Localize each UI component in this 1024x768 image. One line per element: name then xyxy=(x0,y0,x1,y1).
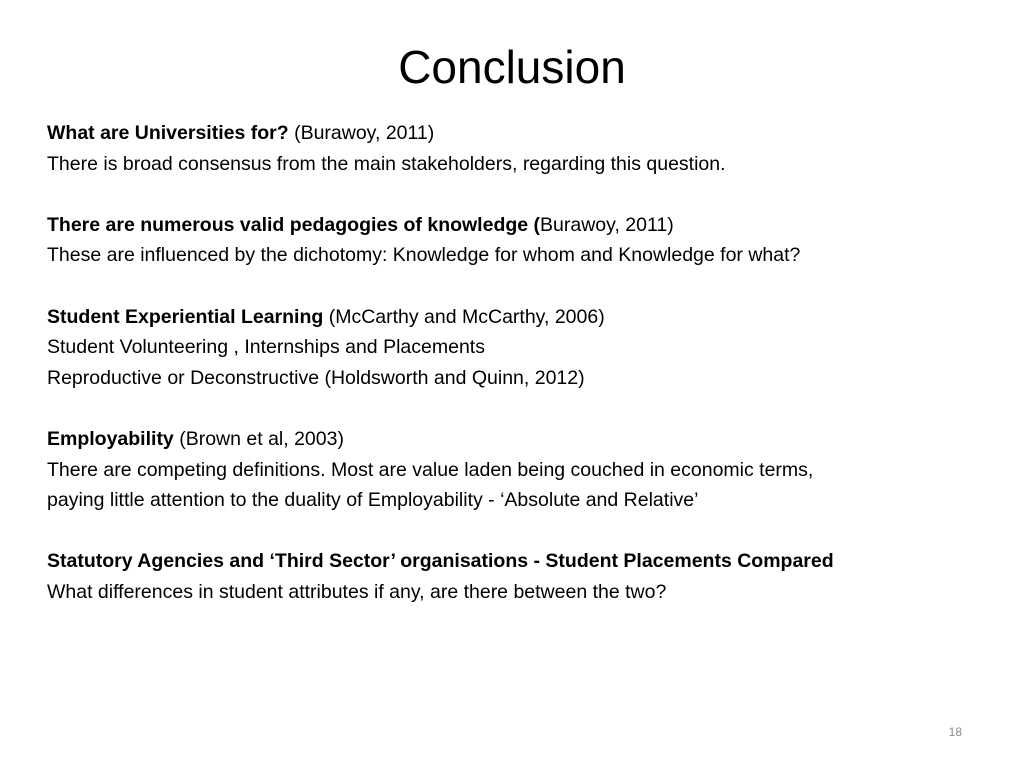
section-text-line: These are influenced by the dichotomy: Knowledge for whom and Knowledge for what? xyxy=(47,244,801,267)
heading-bold: There are numerous valid pedagogies of knowledge ( xyxy=(47,213,541,236)
section-experiential-learning xyxy=(47,302,1007,394)
heading-bold: Student Experiential Learning xyxy=(47,305,324,328)
heading-citation: Burawoy, 2011) xyxy=(540,213,674,236)
section-text-line: What differences in student attributes if any, are there between the two? xyxy=(47,580,667,603)
slide-body xyxy=(47,118,1007,638)
page-number: 18 xyxy=(948,725,962,739)
slide-title: Conclusion xyxy=(398,41,626,93)
heading-citation: (Brown et al, 2003) xyxy=(173,427,344,450)
heading-bold: What are Universities for? xyxy=(47,122,289,144)
section-heading xyxy=(47,210,1007,241)
section-text-line: Student Volunteering , Internships and Placements xyxy=(47,336,485,359)
section-universities xyxy=(47,118,1007,179)
heading-bold: Employability xyxy=(47,427,174,450)
section-heading xyxy=(47,424,1007,455)
section-text-line: There are competing definitions. Most are value laden being couched in economic terms, xyxy=(47,458,814,481)
section-text-line: paying little attention to the duality of Employability - ‘Absolute and Relative’ xyxy=(47,489,699,512)
section-pedagogies xyxy=(47,210,1007,271)
heading-bold: Statutory Agencies and ‘Third Sector’ organisations - Student Placements Compared xyxy=(47,550,834,573)
section-heading xyxy=(47,302,1007,333)
section-heading xyxy=(47,546,1007,577)
section-text-line: There is broad consensus from the main stakeholders, regarding this question. xyxy=(47,152,726,175)
section-heading xyxy=(47,118,1007,149)
heading-citation: (McCarthy and McCarthy, 2006) xyxy=(323,305,605,328)
heading-citation: (Burawoy, 2011) xyxy=(288,122,435,144)
section-employability xyxy=(47,424,1007,516)
section-text-line: Reproductive or Deconstructive (Holdsworth and Quinn, 2012) xyxy=(47,366,585,389)
section-statutory-agencies xyxy=(47,546,1007,607)
